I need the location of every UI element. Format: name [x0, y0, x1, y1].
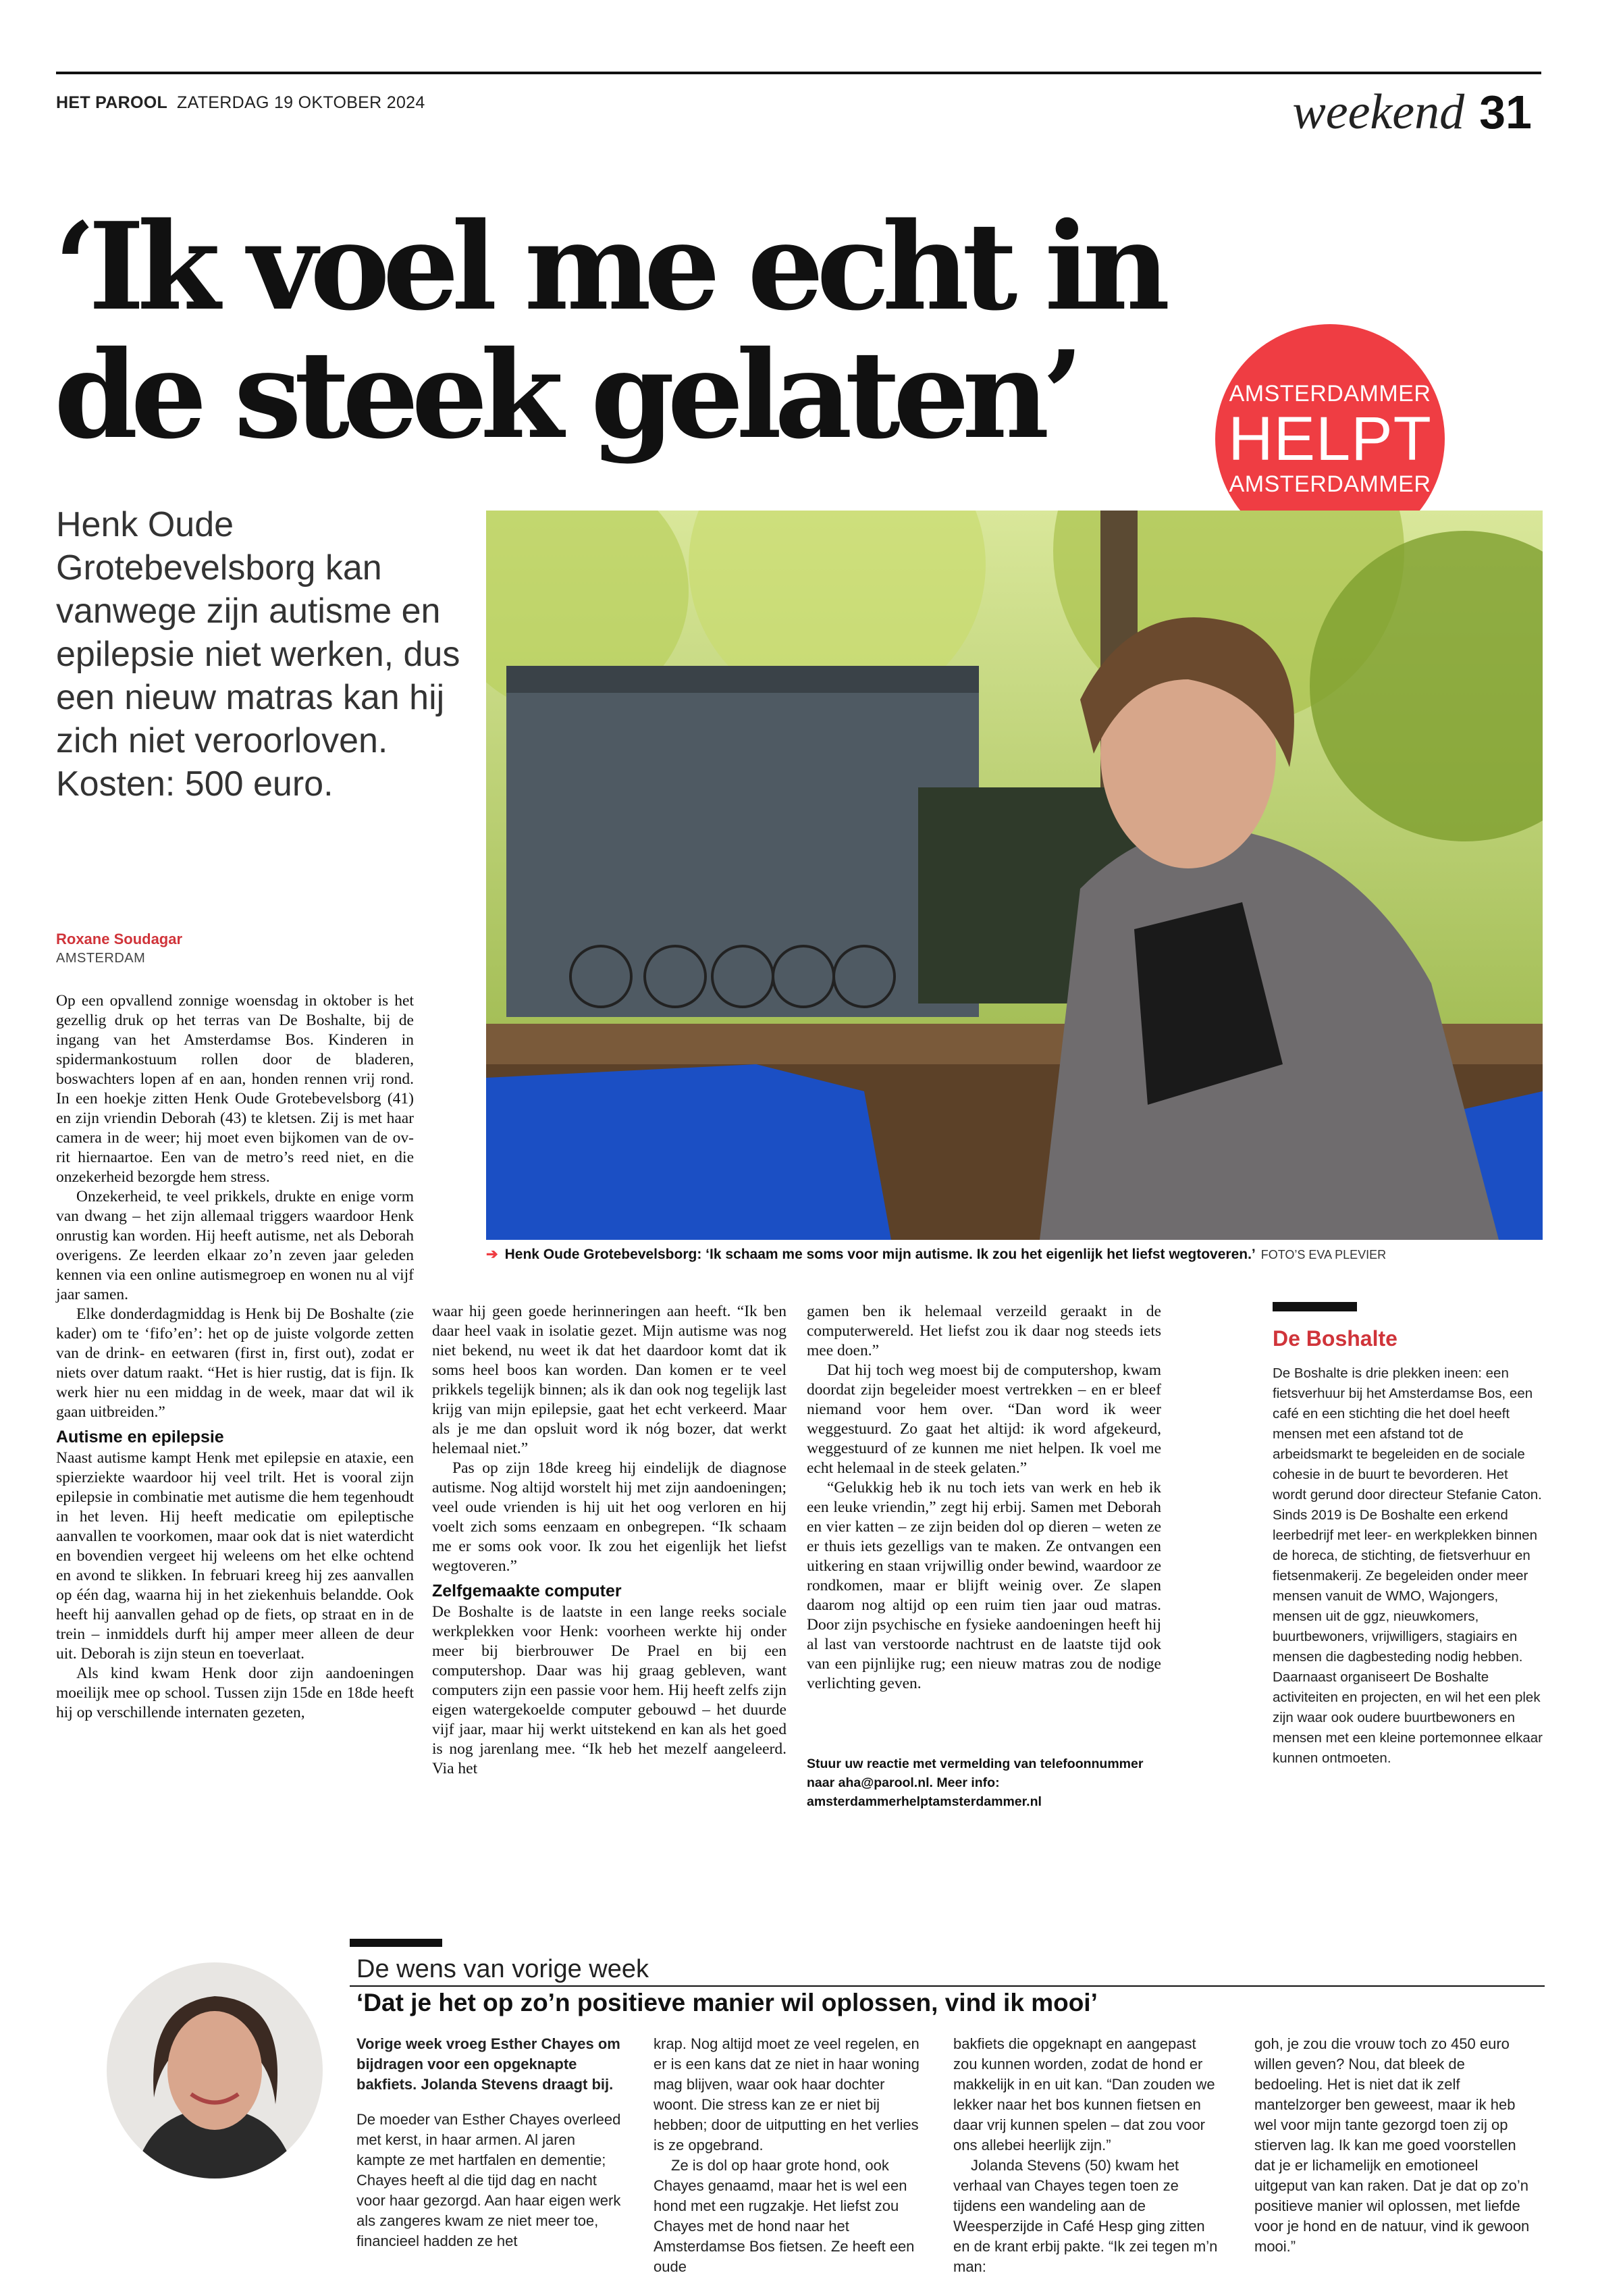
- article-column-1: [56, 991, 414, 1723]
- badge-line-2: HELPT: [1228, 405, 1432, 473]
- paragraph: De moeder van Esther Chayes overleed met kerst, in haar armen. Al jaren kampte ze met hartfalen en dementie; Chayes heeft al die tijd dag en nacht voor haar gezorgd. Aan haar eigen werk als zangeres kwam ze niet meer toe, financieel hadden ze het: [356, 2111, 621, 2249]
- paragraph: Dat hij toch weg moest bij de computershop, kwam doordat zijn begeleider moest vertrekken – en er bleef niemand voor hem over. “Dan word ik weer weggestuurd. Zo gaat het altijd: ik word afgekeurd, weggestuurd of ze kunnen me niet helpen. Ik voel me echt helemaal in de steek gelaten.”: [807, 1361, 1161, 1477]
- wens-headline: ‘Dat je het op zo’n positieve manier wil oplossen, vind ik mooi’: [356, 1989, 1098, 2016]
- photo-caption: [486, 1246, 1543, 1263]
- paragraph: Op een opvallend zonnige woensdag in oktober is het gezellig druk op het terras van De Boshalte, bij de ingang van het Amsterdamse Bos. Kinderen in spidermankostuum rollen door de bladeren, boswachters lopen af en aan, honden rennen vrij rond. In een hoekje zitten Henk Oude Grotebevelsborg (41) en zijn vriendin Deborah (43) te kletsen. Zij is met haar camera in de weer; hij moet even bijkomen van de ov-rit hiernaartoe. Een van de metro’s reed niet, en die onzekerheid bezorgde hem stress.: [56, 992, 414, 1186]
- wens-column-3: [953, 2034, 1223, 2277]
- sidebar-box: [1273, 1302, 1543, 1769]
- paragraph: Onzekerheid, te veel prikkels, drukte en enige vorm van dwang – het zijn allemaal triggers waardoor Henk onrustig kan worden. Hij heeft autisme, net als Deborah overigens. Ze leerden elkaar zo’n zeven jaar geleden kennen via een online autismegroep en wonen nu al vijf jaar samen.: [56, 1188, 414, 1303]
- article-column-2: [432, 1302, 787, 1779]
- masthead: [56, 93, 425, 113]
- caption-text: Henk Oude Grotebevelsborg: ‘Ik schaam me soms voor mijn autisme. Ik zou het eigenlijk het liefst wegtoveren.’: [504, 1247, 1256, 1262]
- wens-lead: Vorige week vroeg Esther Chayes om bijdragen voor een opgeknapte bakfiets. Jolanda Stevens draagt bij.: [356, 2035, 620, 2093]
- subheading: Zelfgemaakte computer: [432, 1582, 622, 1600]
- paragraph: “Gelukkig heb ik nu toch iets van werk en heb ik een leuke vriendin,” zegt hij erbij. Samen met Deborah en vier katten – ze zijn beiden dol op dieren – weten ze er thuis iets gezelligs van te maken. Ze ontvangen een uitkering en staan vrijwillig onder bewind, waardoor ze rondkomen, maar er blijft weinig over. Ze slapen daarom nog altijd op een ruim tien jaar oud matras. Door zijn psychische en fysieke aandoeningen heeft hij al last van verstoorde nachtrust en de laatste tijd ook van een pijnlijke rug; een nieuw matras zou de nodige verlichting geven.: [807, 1479, 1161, 1692]
- paragraph: Naast autisme kampt Henk met epilepsie en ataxie, een spierziekte waardoor hij veel trilt. Het is vooral zijn epilepsie in combinatie met autisme die hem tegenhoudt in het leven. Hij heeft medicatie om epileptische aanvallen te voorkomen, maar ook dat is niet waterdicht en bovendien vergeet hij weleens om het elke ochtend en avond te slikken. In februari kreeg hij zes aanvallen op één dag, waarna hij in het ziekenhuis belandde. Ook heeft hij aanvallen gehad op de fiets, op straat en in de trein – inmiddels durft hij amper meer alleen de deur uit. Deborah is zijn steun en toeverlaat.: [56, 1449, 414, 1663]
- reaction-note: Stuur uw reactie met vermelding van telefoonnummer naar aha@parool.nl. Meer info: amsterdammerhelptamsterdammer.nl: [807, 1756, 1144, 1809]
- article-column-3: [807, 1302, 1161, 1694]
- section-name: weekend: [1292, 84, 1465, 140]
- byline: [56, 931, 182, 966]
- paragraph: waar hij geen goede herinneringen aan heeft. “Ik ben daar heel vaak in isolatie gezet. Mijn autisme was nog niet bekend, nu weet ik dat het daardoor komt dat ik soms heel boos kan worden. Dan komen er te veel prikkels tegelijk binnen; als ik dan ook nog tegelijk last krijg van mijn epilepsie, gaat het echt verkeerd. Maar als je me dan opsluit word ik nóg bozer, dat werkt helemaal niet.”: [432, 1303, 787, 1457]
- paragraph: krap. Nog altijd moet ze veel regelen, en er is een kans dat ze niet in haar woning mag blijven, waar ook haar dochter woont. Die stress kan ze er niet bij hebben; door de uitputting en het verlies is ze opgebrand.: [654, 2035, 920, 2154]
- sidebar-body: De Boshalte is drie plekken ineen: een fietsverhuur bij het Amsterdamse Bos, een café en een stichting die het doel heeft mensen met een afstand tot de arbeidsmarkt te begeleiden en de sociale cohesie in de buurt te bevorderen. Het wordt gerund door directeur Stefanie Caton. Sinds 2019 is De Boshalte een erkend leerbedrijf met leer- en werkplekken binnen de horeca, de stichting, de fietsverhuur en fietsenmakerij. Ze begeleiden onder meer mensen vanuit de WMO, Wajongers, mensen uit de ggz, nieuwkomers, buurtbewoners, vrijwilligers, stagiairs en mensen die dagbesteding nodig hebben. Daarnaast organiseert De Boshalte activiteiten en projecten, en wil het een plek zijn waar ook oudere buurtbewoners en mensen met een kleine portemonnee elkaar kunnen ontmoeten.: [1273, 1365, 1543, 1766]
- paragraph: gamen ben ik helemaal verzeild geraakt in de computerwereld. Het liefst zou ik daar nog steeds iets mee doen.”: [807, 1303, 1161, 1359]
- main-photo: [486, 511, 1543, 1240]
- wens-column-2: [654, 2034, 924, 2277]
- subheading: Autisme en epilepsie: [56, 1428, 224, 1446]
- author-name: Roxane Soudagar: [56, 931, 183, 947]
- paragraph: Als kind kwam Henk door zijn aandoeningen moeilijk mee op school. Tussen zijn 15de en 18de heeft hij op verschillende internaten gezeten,: [56, 1665, 414, 1721]
- sidebar-title: De Boshalte: [1273, 1326, 1397, 1351]
- wens-column-4: [1254, 2034, 1535, 2257]
- page-number: 31: [1479, 86, 1532, 138]
- wens-column-1: [356, 2034, 623, 2251]
- paragraph: De Boshalte is de laatste in een lange reeks sociale werkplekken voor Henk: voorheen werkte hij onder meer bij bierbrouwer De Prael en bij een computershop. Daar was hij graag gebleven, want computers zijn een passie voor hem. Hij heeft zelfs zijn eigen watergekoelde computer gebouwd – het duurde vijf jaar, maar hij werkt uitstekend en kan als het goed is nog jarenlang mee. “Ik heb het mezelf aangeleerd. Via het: [432, 1603, 787, 1777]
- issue-date: ZATERDAG 19 OKTOBER 2024: [177, 93, 425, 112]
- paragraph: goh, je zou die vrouw toch zo 450 euro willen geven? Nou, dat bleek de bedoeling. Het is niet dat ik zelf mantelzorger ben geweest, maar ik heb wel voor mijn tante gezorgd toen zij op stierven lag. Ik kan me goed voorstellen dat je er lichamelijk en emotioneel uitgeput van kan raken. Dat je dat op zo’n positieve manier wil oplossen, met liefde voor je hond en de natuur, vind ik gewoon mooi.”: [1254, 2035, 1530, 2255]
- section-label: [1292, 84, 1532, 141]
- badge-line-1: AMSTERDAMMER: [1229, 381, 1431, 407]
- headline: ‘Ik voel me echt in de steek gelaten’: [54, 196, 1163, 465]
- intro: Henk Oude Grotebevelsborg kan vanwege zijn autisme en epilepsie niet werken, dus een nieuw matras kan hij zich niet veroorloven. Kosten: 500 euro.: [56, 505, 460, 804]
- top-rule: [56, 72, 1541, 74]
- dateline: AMSTERDAM: [56, 951, 146, 966]
- paragraph: Pas op zijn 18de kreeg hij eindelijk de diagnose autisme. Nog altijd worstelt hij met zijn aandoeningen; veel oude vrienden is hij uit het oog verloren en hij voelt zich soms eenzaam en onbegrepen. “Ik schaam me er soms ook voor. Ik zou het eigenlijk het liefst wegtoveren.”: [432, 1459, 787, 1575]
- wens-rule: [350, 1985, 1545, 1987]
- portrait-photo: [107, 1962, 323, 2178]
- photo-credit: FOTO’S EVA PLEVIER: [1260, 1248, 1387, 1261]
- paragraph: Jolanda Stevens (50) kwam het verhaal van Chayes tegen toen ze tijdens een wandeling aan de Weesperzijde in Café Hesp ging zitten en de krant erbij pakte. “Ik zei tegen m’n man:: [953, 2157, 1218, 2275]
- wens-rule-thick: [350, 1939, 442, 1947]
- arrow-icon: ➔: [486, 1247, 498, 1262]
- paper-name: HET PAROOL: [56, 93, 168, 112]
- sidebar-rule: [1273, 1302, 1357, 1311]
- paragraph: Ze is dol op haar grote hond, ook Chayes genaamd, maar het is wel een hond met een rugzakje. Het liefst zou Chayes met de hond naar het Amsterdamse Bos fietsen. Ze heeft een oude: [654, 2157, 915, 2275]
- paragraph: bakfiets die opgeknapt en aangepast zou kunnen worden, zodat de hond er makkelijk in en uit kan. “Dan zouden we lekker naar het bos kunnen fietsen en daar vrij kunnen spelen – dat zou voor ons allebei heerlijk zijn.”: [953, 2035, 1215, 2154]
- wens-kicker: De wens van vorige week: [356, 1955, 649, 1983]
- paragraph: Elke donderdagmiddag is Henk bij De Boshalte (zie kader) om te ‘fifo’en’: het op de juiste volgorde zetten van de drink- en eetwaren (first in, first out), zodat er niets over datum raakt. “Het is hier rustig, dat is fijn. Ik werk hier nu een middag in de week, maar dat wil ik gaan uitbreiden.”: [56, 1305, 414, 1421]
- badge-line-3: AMSTERDAMMER: [1229, 471, 1431, 497]
